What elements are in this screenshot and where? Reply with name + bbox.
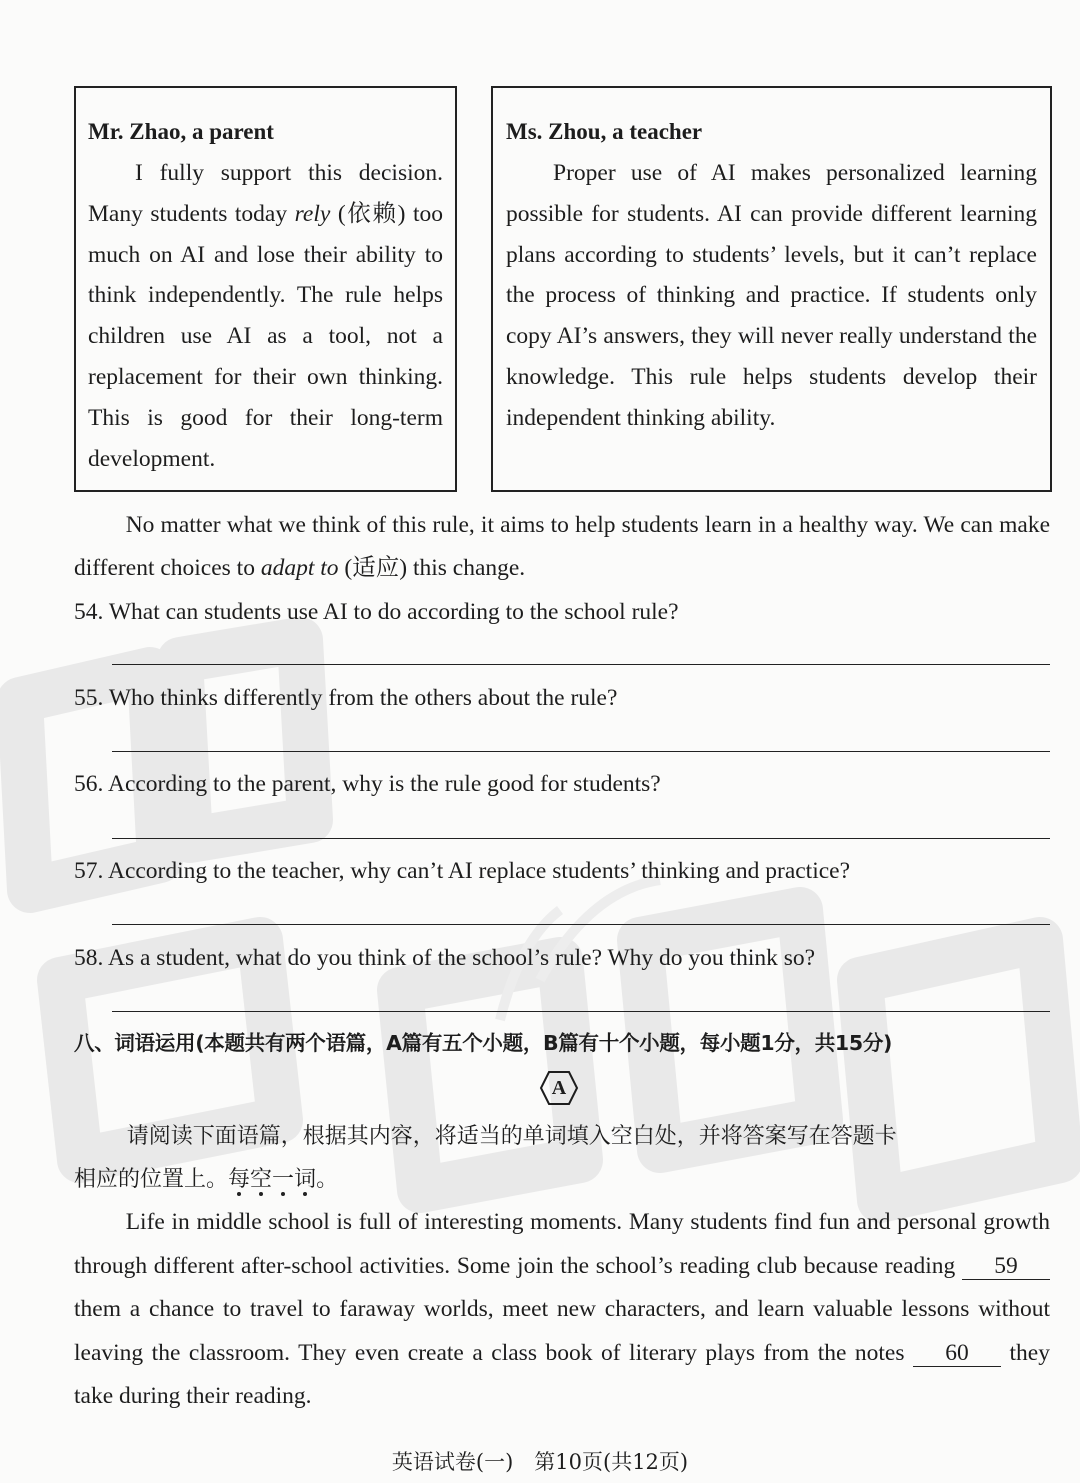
teacher-opinion-box bbox=[491, 86, 1052, 492]
parent-text-1: I fully support this decision. Many students today bbox=[88, 160, 443, 227]
question-54 bbox=[74, 597, 1050, 627]
section-eight-heading: 八、词语运用(本题共有两个语篇，A篇有五个小题，B篇有十个小题，每小题1分，共15分) bbox=[74, 1031, 893, 1055]
question-text: Who thinks differently from the others about the rule? bbox=[108, 685, 618, 711]
instruction-prefix: 相应的位置上。 bbox=[74, 1167, 229, 1192]
emphasis-char: 每 bbox=[228, 1167, 251, 1192]
blank-60[interactable]: 60 bbox=[913, 1340, 1001, 1367]
emphasis-char: 空 bbox=[250, 1167, 273, 1192]
question-number: 58. bbox=[74, 945, 104, 971]
answer-line-57[interactable] bbox=[112, 924, 1050, 925]
passage-text-3: they take during their reading. bbox=[74, 1339, 1050, 1409]
question-number: 54. bbox=[74, 599, 104, 625]
conclusion-paragraph bbox=[74, 504, 1050, 590]
part-a-label: A bbox=[551, 1077, 567, 1099]
question-58 bbox=[74, 943, 1050, 973]
answer-line-55[interactable] bbox=[112, 751, 1050, 752]
question-number: 57. bbox=[74, 858, 104, 884]
passage-text-1: Life in middle school is full of interesting moments. Many students find fun and personal growth through different after-school activities. Some join the school’s reading club because reading bbox=[74, 1209, 1050, 1279]
rely-gloss: (依赖) bbox=[330, 200, 413, 227]
emphasis-char: 词 bbox=[294, 1167, 317, 1192]
question-text: According to the teacher, why can’t AI replace students’ thinking and practice? bbox=[107, 858, 851, 884]
question-text: What can students use AI to do according to the school rule? bbox=[108, 599, 679, 625]
teacher-opinion-text: Proper use of AI makes personalized learning possible for students. AI can provide different learning plans according to students’ levels, but it can’t replace the process of thinking and practice. If students only copy AI’s answers, they will never really understand the knowledge. This rule helps students develop their independent thinking ability. bbox=[506, 160, 1037, 431]
answer-line-56[interactable] bbox=[112, 838, 1050, 839]
part-a-badge bbox=[539, 1070, 579, 1106]
question-57 bbox=[74, 856, 1050, 886]
parent-opinion-text bbox=[88, 153, 443, 479]
instruction-line-1: 请阅读下面语篇，根据其内容，将适当的单词填入空白处，并将答案写在答题卡 bbox=[126, 1124, 897, 1149]
parent-text-2: too much on AI and lose their ability to think independently. The rule helps children use AI as a tool, not a replacement for their own thinking. This is good for their long-term development. bbox=[88, 200, 443, 472]
instruction-line-2 bbox=[74, 1158, 1054, 1201]
conclusion-text-2: this change. bbox=[412, 555, 526, 581]
instruction-end: 。 bbox=[316, 1167, 339, 1192]
question-text: According to the parent, why is the rule good for students? bbox=[107, 771, 661, 797]
conclusion-text-1: No matter what we think of this rule, it aims to help students learn in a healthy way. We can make different choices to bbox=[74, 512, 1050, 581]
adapt-gloss: (适应) bbox=[338, 555, 413, 581]
page-footer: 英语试卷(一) 第10页(共12页) bbox=[391, 1450, 689, 1474]
question-56 bbox=[74, 769, 1050, 799]
parent-opinion-title: Mr. Zhao, a parent bbox=[88, 119, 274, 144]
question-text: As a student, what do you think of the school’s rule? Why do you think so? bbox=[107, 945, 816, 971]
passage-a bbox=[74, 1201, 1050, 1419]
passage-text-2: them a chance to travel to faraway worlds, meet new characters, and learn valuable lessons without leaving the classroom. They even create a class book of literary plays from the notes bbox=[74, 1296, 1050, 1366]
teacher-opinion-title: Ms. Zhou, a teacher bbox=[506, 119, 703, 144]
question-number: 56. bbox=[74, 771, 104, 797]
question-55 bbox=[74, 683, 1050, 713]
blank-59[interactable]: 59 bbox=[962, 1253, 1050, 1280]
answer-line-58[interactable] bbox=[112, 1011, 1050, 1012]
parent-opinion-box bbox=[74, 86, 457, 492]
rely-word: rely bbox=[294, 200, 331, 227]
emphasis-char: 一 bbox=[272, 1167, 295, 1192]
adapt-phrase: adapt to bbox=[260, 555, 339, 581]
answer-line-54[interactable] bbox=[112, 664, 1050, 665]
question-number: 55. bbox=[74, 685, 104, 711]
